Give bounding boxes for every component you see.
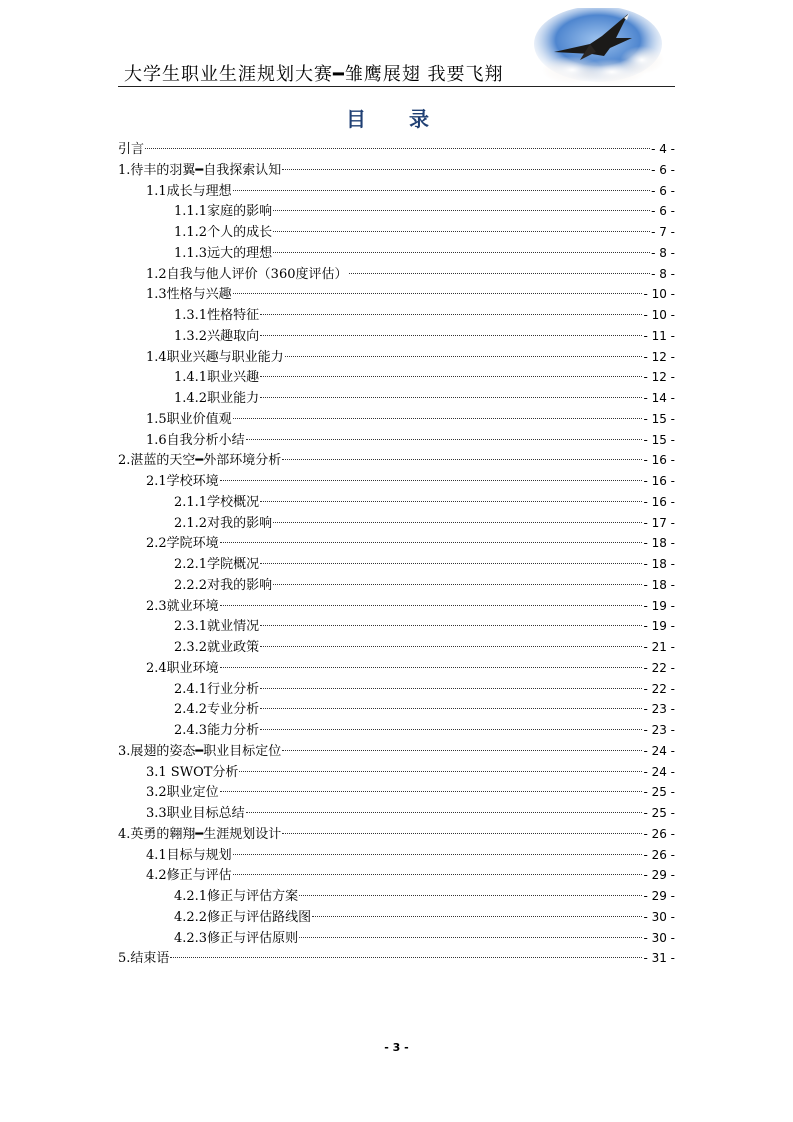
toc-entry-title: 3.3职业目标总结 [146,806,245,821]
toc-entry-title: 3.展翅的姿态━职业目标定位 [118,743,282,759]
toc-entry[interactable] [118,658,675,679]
toc-entry[interactable] [118,616,675,637]
toc-entry-title: 2.湛蓝的天空━外部环境分析 [118,453,282,469]
toc-entry-page: - 12 - [643,349,675,364]
toc-leader-dots [260,376,642,377]
toc-entry[interactable] [118,305,675,326]
toc-leader-dots [273,252,650,253]
toc-entry-page: - 23 - [643,723,675,737]
toc-leader-dots [260,335,642,336]
toc-entry-title: 1.3性格与兴趣 [146,287,232,303]
eagle-logo-icon [532,8,664,86]
toc-entry[interactable] [118,201,675,222]
toc-entry-title: 4.2.2修正与评估路线图 [174,909,312,925]
toc-entry[interactable] [118,720,675,741]
toc-leader-dots [260,397,642,398]
toc-entry[interactable] [118,222,675,243]
toc-entry-title: 2.2学院环境 [146,536,219,552]
toc-leader-dots [282,750,642,751]
toc-entry[interactable] [118,928,675,949]
toc-leader-dots [170,957,642,958]
toc-leader-dots [220,605,643,606]
toc-leader-dots [260,729,642,730]
toc-entry-page: - 6 - [651,162,675,177]
toc-entry-title: 3.2职业定位 [146,785,219,801]
toc-entry-title: 4.2修正与评估 [146,868,232,884]
toc-entry[interactable] [118,782,675,803]
toc-entry[interactable] [118,679,675,700]
header-title: 大学生职业生涯规划大赛━雏鹰展翅 我要飞翔 [124,64,504,85]
toc-entry[interactable] [118,284,675,305]
toc-entry-page: - 6 - [651,204,675,219]
toc-entry-page: - 15 - [643,432,675,447]
toc-entry-title: 4.1目标与规划 [146,847,232,863]
toc-entry-page: - 18 - [643,577,675,592]
toc-entry[interactable] [118,367,675,388]
toc-leader-dots [239,771,642,772]
toc-entry[interactable] [118,803,675,824]
toc-entry-title: 2.1.2对我的影响 [174,515,273,531]
toc-title: 目 录 [346,107,447,131]
toc-entry-title: 2.4.2专业分析 [174,702,260,718]
toc-entry-title: 1.5职业价值观 [146,411,232,427]
toc-entry[interactable] [118,699,675,720]
toc-entry[interactable] [118,243,675,264]
toc-entry-title: 1.3.2兴趣取向 [174,328,260,344]
toc-entry-page: - 26 - [643,847,675,862]
toc-entry-page: - 10 - [643,287,675,302]
toc-entry-page: - 10 - [643,308,675,322]
toc-entry[interactable] [118,409,675,430]
toc-leader-dots [246,812,643,813]
toc-leader-dots [233,874,643,875]
toc-entry-title: 2.1.1学校概况 [174,494,260,510]
toc-entry-page: - 19 - [643,619,675,634]
toc-entry[interactable] [118,160,675,181]
toc-entry[interactable] [118,533,675,554]
toc-leader-dots [260,314,642,315]
toc-entry[interactable] [118,865,675,886]
toc-entry-page: - 23 - [643,702,675,717]
toc-entry-page: - 31 - [643,951,675,966]
toc-entry[interactable] [118,907,675,928]
toc-entry-title: 引言 [118,142,145,157]
header-divider [118,86,675,87]
toc-entry[interactable] [118,886,675,907]
toc-entry-title: 2.2.2对我的影响 [174,577,273,593]
toc-leader-dots [260,688,642,689]
toc-entry-page: - 19 - [643,598,675,613]
toc-entry[interactable] [118,845,675,866]
toc-leader-dots [260,563,642,564]
toc-leader-dots [145,148,650,149]
toc-leader-dots [233,190,650,191]
toc-entry-page: - 6 - [651,183,675,198]
toc-entry-title: 1.待丰的羽翼━自我探索认知 [118,162,282,178]
toc-leader-dots [299,937,642,938]
toc-entry-title: 2.4.3能力分析 [174,723,260,738]
toc-leader-dots [282,169,650,170]
toc-entry[interactable] [118,139,675,160]
toc-entry-page: - 21 - [643,640,675,654]
toc-entry-page: - 11 - [643,328,675,343]
toc-entry-title: 2.4.1行业分析 [174,681,260,697]
toc-leader-dots [246,439,643,440]
toc-entry-page: - 22 - [643,681,675,696]
toc-entry-title: 1.1成长与理想 [146,183,232,199]
toc-entry[interactable] [118,430,675,451]
toc-entry-title: 1.6自我分析小结 [146,432,245,448]
toc-leader-dots [260,625,642,626]
toc-entry-title: 1.4.1职业兴趣 [174,370,260,386]
toc-entry-page: - 30 - [643,909,675,924]
toc-entry-page: - 14 - [643,391,675,405]
toc-entry[interactable] [118,326,675,347]
page-number: - 3 - [384,1041,409,1054]
toc-entry[interactable] [118,388,675,409]
toc-entry-page: - 24 - [643,743,675,758]
toc-entry-page: - 17 - [643,515,675,530]
toc-leader-dots [260,501,642,502]
toc-leader-dots [233,854,643,855]
toc-entry[interactable] [118,741,675,762]
toc-entry-page: - 16 - [643,494,675,509]
toc-entry-title: 1.2自我与他人评价（360度评估） [146,266,348,282]
toc-entry-title: 3.1 SWOT分析 [146,764,239,780]
toc-entry-page: - 12 - [643,370,675,385]
table-of-contents [118,139,675,969]
toc-entry[interactable] [118,264,675,285]
toc-entry[interactable] [118,181,675,202]
toc-leader-dots [260,646,642,647]
toc-entry-page: - 18 - [643,536,675,551]
toc-entry-page: - 4 - [651,142,675,156]
toc-entry-page: - 16 - [643,474,675,488]
toc-entry-page: - 15 - [643,411,675,426]
toc-leader-dots [233,418,643,419]
toc-leader-dots [233,293,643,294]
toc-entry[interactable] [118,450,675,471]
toc-entry-page: - 25 - [643,785,675,800]
toc-leader-dots [273,231,650,232]
toc-leader-dots [273,210,650,211]
toc-entry[interactable] [118,596,675,617]
toc-entry[interactable] [118,824,675,845]
toc-entry-page: - 22 - [643,660,675,675]
toc-entry-title: 5.结束语 [118,951,170,967]
toc-leader-dots [312,916,642,917]
toc-leader-dots [299,895,642,896]
toc-leader-dots [285,356,643,357]
toc-entry-page: - 18 - [643,557,675,571]
toc-entry[interactable] [118,948,675,969]
toc-entry-title: 4.2.3修正与评估原则 [174,930,299,946]
toc-entry-title: 4.2.1修正与评估方案 [174,889,299,904]
toc-entry-title: 2.3.2就业政策 [174,640,260,655]
toc-entry-title: 1.3.1性格特征 [174,308,260,323]
toc-entry-page: - 25 - [643,806,675,820]
toc-entry-page: - 29 - [643,868,675,883]
toc-entry-title: 1.4.2职业能力 [174,391,260,406]
toc-leader-dots [349,273,651,274]
toc-entry[interactable] [118,492,675,513]
toc-entry-title: 1.1.2个人的成长 [174,225,273,240]
toc-leader-dots [260,708,642,709]
toc-entry[interactable] [118,554,675,575]
toc-entry[interactable] [118,347,675,368]
toc-entry-title: 4.英勇的翱翔━生涯规划设计 [118,826,282,842]
toc-entry[interactable] [118,471,675,492]
toc-leader-dots [273,522,642,523]
toc-entry[interactable] [118,637,675,658]
toc-leader-dots [282,833,642,834]
toc-entry-title: 2.2.1学院概况 [174,557,260,572]
toc-leader-dots [273,584,642,585]
toc-entry-title: 2.3.1就业情况 [174,619,260,635]
toc-entry-title: 2.1学校环境 [146,474,219,489]
toc-entry-page: - 24 - [643,764,675,779]
toc-entry-title: 2.4职业环境 [146,660,219,676]
toc-entry-title: 2.3就业环境 [146,598,219,614]
toc-leader-dots [282,459,642,460]
toc-entry-page: - 29 - [643,889,675,903]
toc-entry-page: - 26 - [643,826,675,841]
toc-entry-title: 1.4职业兴趣与职业能力 [146,349,284,365]
toc-entry[interactable] [118,513,675,534]
toc-entry-page: - 30 - [643,930,675,945]
toc-entry-title: 1.1.3远大的理想 [174,245,273,261]
toc-entry-page: - 7 - [651,225,675,239]
toc-leader-dots [220,667,643,668]
toc-entry[interactable] [118,762,675,783]
toc-entry-page: - 16 - [643,453,675,468]
toc-entry[interactable] [118,575,675,596]
toc-leader-dots [220,542,643,543]
toc-leader-dots [220,791,643,792]
toc-leader-dots [220,480,643,481]
toc-entry-title: 1.1.1家庭的影响 [174,204,273,220]
toc-entry-page: - 8 - [651,266,675,281]
toc-entry-page: - 8 - [651,245,675,260]
